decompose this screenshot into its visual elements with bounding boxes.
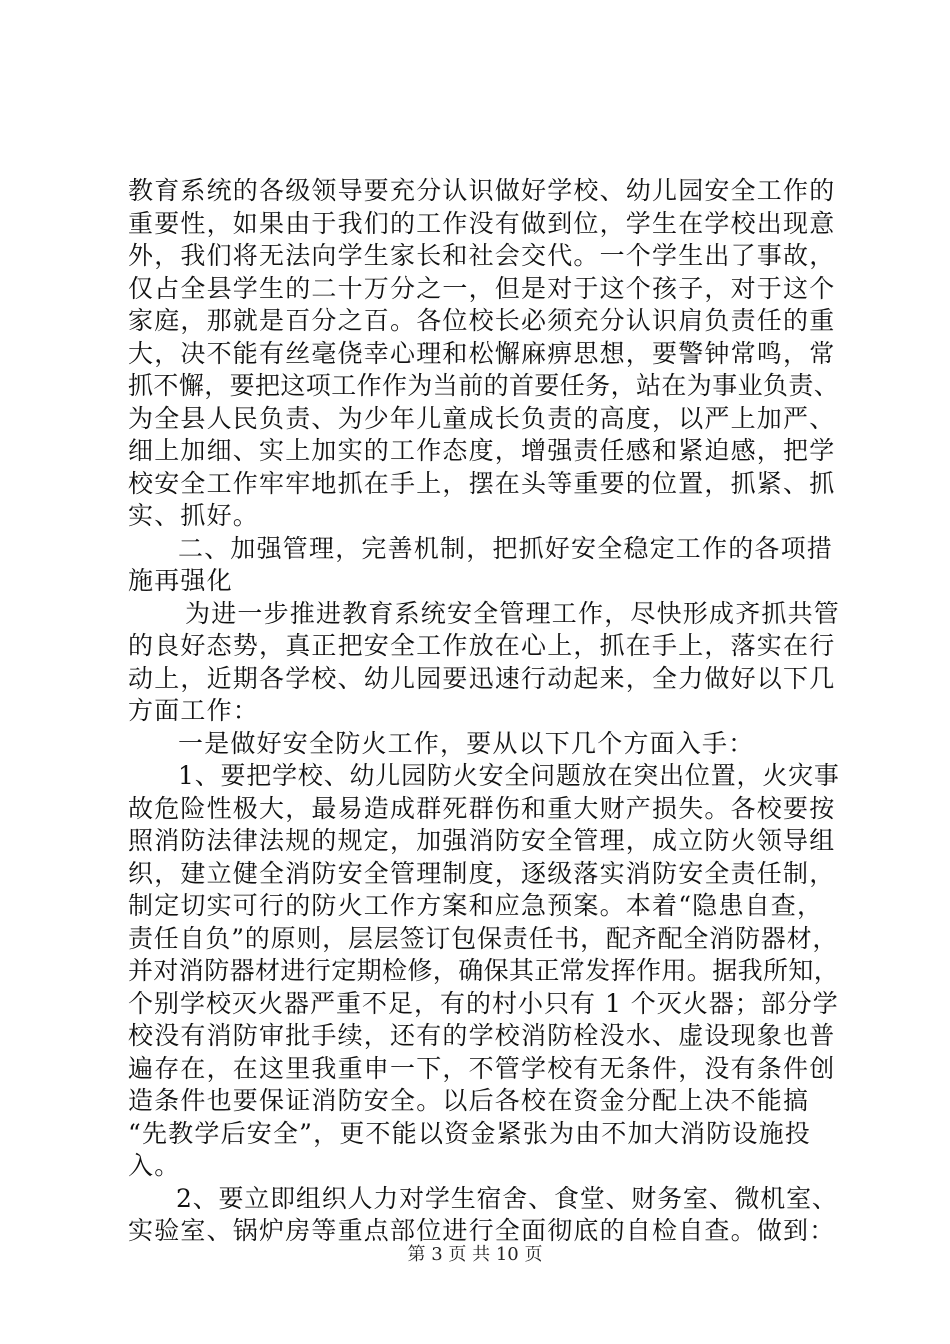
- text-line: 抓不懈，要把这项工作作为当前的首要任务，站在为事业负责、: [128, 371, 840, 400]
- text-line: 的良好态势，真正把安全工作放在心上，抓在手上，落实在行: [128, 631, 836, 660]
- text-line: 入。: [128, 1151, 181, 1180]
- text-line: 大，决不能有丝毫侥幸心理和松懈麻痹思想，要警钟常鸣，常: [128, 338, 836, 368]
- text-line: 仅占全县学生的二十万分之一，但是对于这个孩子，对于这个: [128, 273, 836, 303]
- text-line: 故危险性极大，最易造成群死群伤和重大财产损失。各校要按: [128, 793, 836, 823]
- text-line: 照消防法律法规的规定，加强消防安全管理，成立防火领导组: [128, 826, 836, 855]
- text-line: 并对消防器材进行定期检修，确保其正常发挥作用。据我所知，: [128, 956, 840, 985]
- list-item-start: 1、要把学校、幼儿园防火安全问题放在突出位置，火灾事: [178, 761, 840, 790]
- body-text: [128, 175, 841, 1248]
- text-line: “先教学后安全”，更不能以资金紧张为由不加大消防设施投: [128, 1118, 811, 1148]
- text-line: 施再强化: [128, 566, 233, 595]
- text-line: 制定切实可行的防火工作方案和应急预案。本着“隐患自查，: [128, 891, 824, 920]
- text-line: 织，建立健全消防安全管理制度，逐级落实消防安全责任制，: [128, 858, 836, 888]
- text-line: 外，我们将无法向学生家长和社会交代。一个学生出了事故，: [128, 241, 836, 270]
- text-line: 责任自负”的原则，层层签订包保责任书，配齐配全消防器材，: [128, 923, 839, 953]
- text-line: 动上，近期各学校、幼儿园要迅速行动起来，全力做好以下几: [128, 663, 836, 693]
- text-line: 教育系统的各级领导要充分认识做好学校、幼儿园安全工作的: [128, 176, 836, 205]
- page-number-footer: 第 3 页 共 10 页: [407, 1244, 543, 1265]
- paragraph-start: 一是做好安全防火工作，要从以下几个方面入手：: [178, 728, 755, 758]
- section-heading: 二、加强管理，完善机制，把抓好安全稳定工作的各项措: [178, 533, 834, 563]
- text-line: 细上加细、实上加实的工作态度，增强责任感和紧迫感，把学: [128, 436, 836, 465]
- text-line: 实、抓好。: [128, 501, 260, 530]
- text-line: 为全县人民负责、为少年儿童成长负责的高度，以严上加严、: [128, 403, 836, 433]
- text-line: 重要性，如果由于我们的工作没有做到位，学生在学校出现意: [128, 208, 836, 238]
- text-line: 方面工作：: [128, 696, 260, 725]
- text-line: 造条件也要保证消防安全。以后各校在资金分配上决不能搞: [128, 1086, 810, 1115]
- paragraph-start: 为进一步推进教育系统安全管理工作，尽快形成齐抓共管: [185, 598, 841, 628]
- text-line: 遍存在，在这里我重申一下，不管学校有无条件，没有条件创: [128, 1053, 836, 1083]
- text-line: 家庭，那就是百分之百。各位校长必须充分认识肩负责任的重: [128, 306, 836, 335]
- text-line: 实验室、锅炉房等重点部位进行全面彻底的自检自查。做到：: [128, 1216, 836, 1245]
- text-line: 校安全工作牢牢地抓在手上，摆在头等重要的位置，抓紧、抓: [128, 468, 836, 498]
- text-line: 校没有消防审批手续，还有的学校消防栓没水、虚设现象也普: [128, 1021, 836, 1050]
- text-line: 个别学校灭火器严重不足，有的村小只有 1 个灭火器；部分学: [128, 988, 839, 1018]
- list-item-start: 2、要立即组织人力对学生宿舍、食堂、财务室、微机室、: [176, 1183, 838, 1213]
